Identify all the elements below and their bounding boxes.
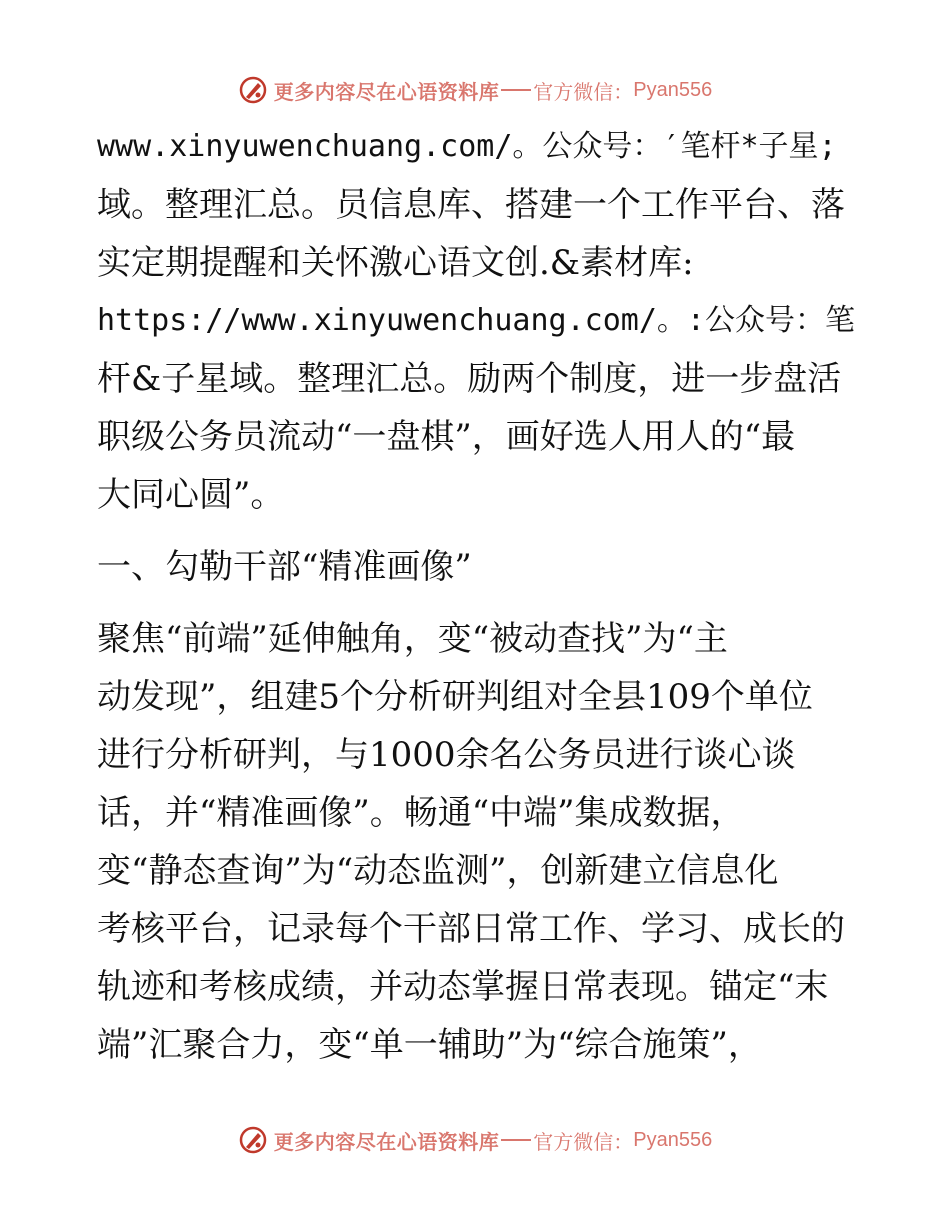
banner-account-text: Pyan556 [633, 78, 713, 101]
text-line: https://www.xinyuwenchuang.com/。:公众号：笔 [97, 303, 855, 338]
footer-watermark-banner [0, 1120, 950, 1160]
banner-main-text: 更多内容尽在心语资料库 [273, 1129, 500, 1154]
text-line: 话，并“精准画像”。畅通“中端”集成数据， [97, 793, 745, 833]
text-line: 轨迹和考核成绩，并动态掌握日常表现。锚定“末 [97, 967, 829, 1007]
text-line: 考核平台，记录每个干部日常工作、学习、成长的 [97, 909, 845, 949]
document-body [97, 118, 857, 1074]
paragraph-gap [97, 524, 857, 538]
banner-dash [501, 1139, 531, 1141]
text-line: 域。整理汇总。员信息库、搭建一个工作平台、落 [97, 185, 845, 225]
header-watermark-banner [0, 70, 950, 110]
text-line: 端”汇聚合力，变“单一辅助”为“综合施策”， [97, 1025, 762, 1065]
text-line: 职级公务员流动“一盘棋”，画好选人用人的“最 [97, 417, 796, 457]
paragraph-intro [97, 118, 857, 524]
paragraph-gap [97, 596, 857, 610]
banner-sub-text: 官方微信： [533, 79, 634, 104]
banner-sub-text: 官方微信： [533, 1129, 634, 1154]
text-line: 聚焦“前端”延伸触角，变“被动查找”为“主 [97, 619, 728, 659]
section-heading [97, 538, 857, 596]
text-line: 变“静态查询”为“动态监测”，创新建立信息化 [97, 851, 779, 891]
banner-dash [501, 89, 531, 91]
text-line: 动发现”，组建5个分析研判组对全县109个单位 [97, 677, 813, 717]
text-line: 进行分析研判，与1000余名公务员进行谈心谈 [97, 735, 796, 775]
text-line: 杆&子星域。整理汇总。励两个制度，进一步盘活 [97, 359, 842, 399]
text-line: 实定期提醒和关怀激心语文创.&素材库: [97, 243, 694, 283]
heading-line: 一、勾勒干部“精准画像” [97, 547, 472, 587]
banner-main-text: 更多内容尽在心语资料库 [273, 79, 500, 104]
quill-logo-icon [238, 75, 268, 105]
text-line: 大同心圆”。 [97, 475, 285, 515]
paragraph-body [97, 610, 857, 1074]
banner-account-text: Pyan556 [633, 1128, 713, 1151]
text-line: www.xinyuwenchuang.com/。公众号：′笔杆*子星; [97, 129, 837, 164]
quill-logo-icon [238, 1125, 268, 1155]
